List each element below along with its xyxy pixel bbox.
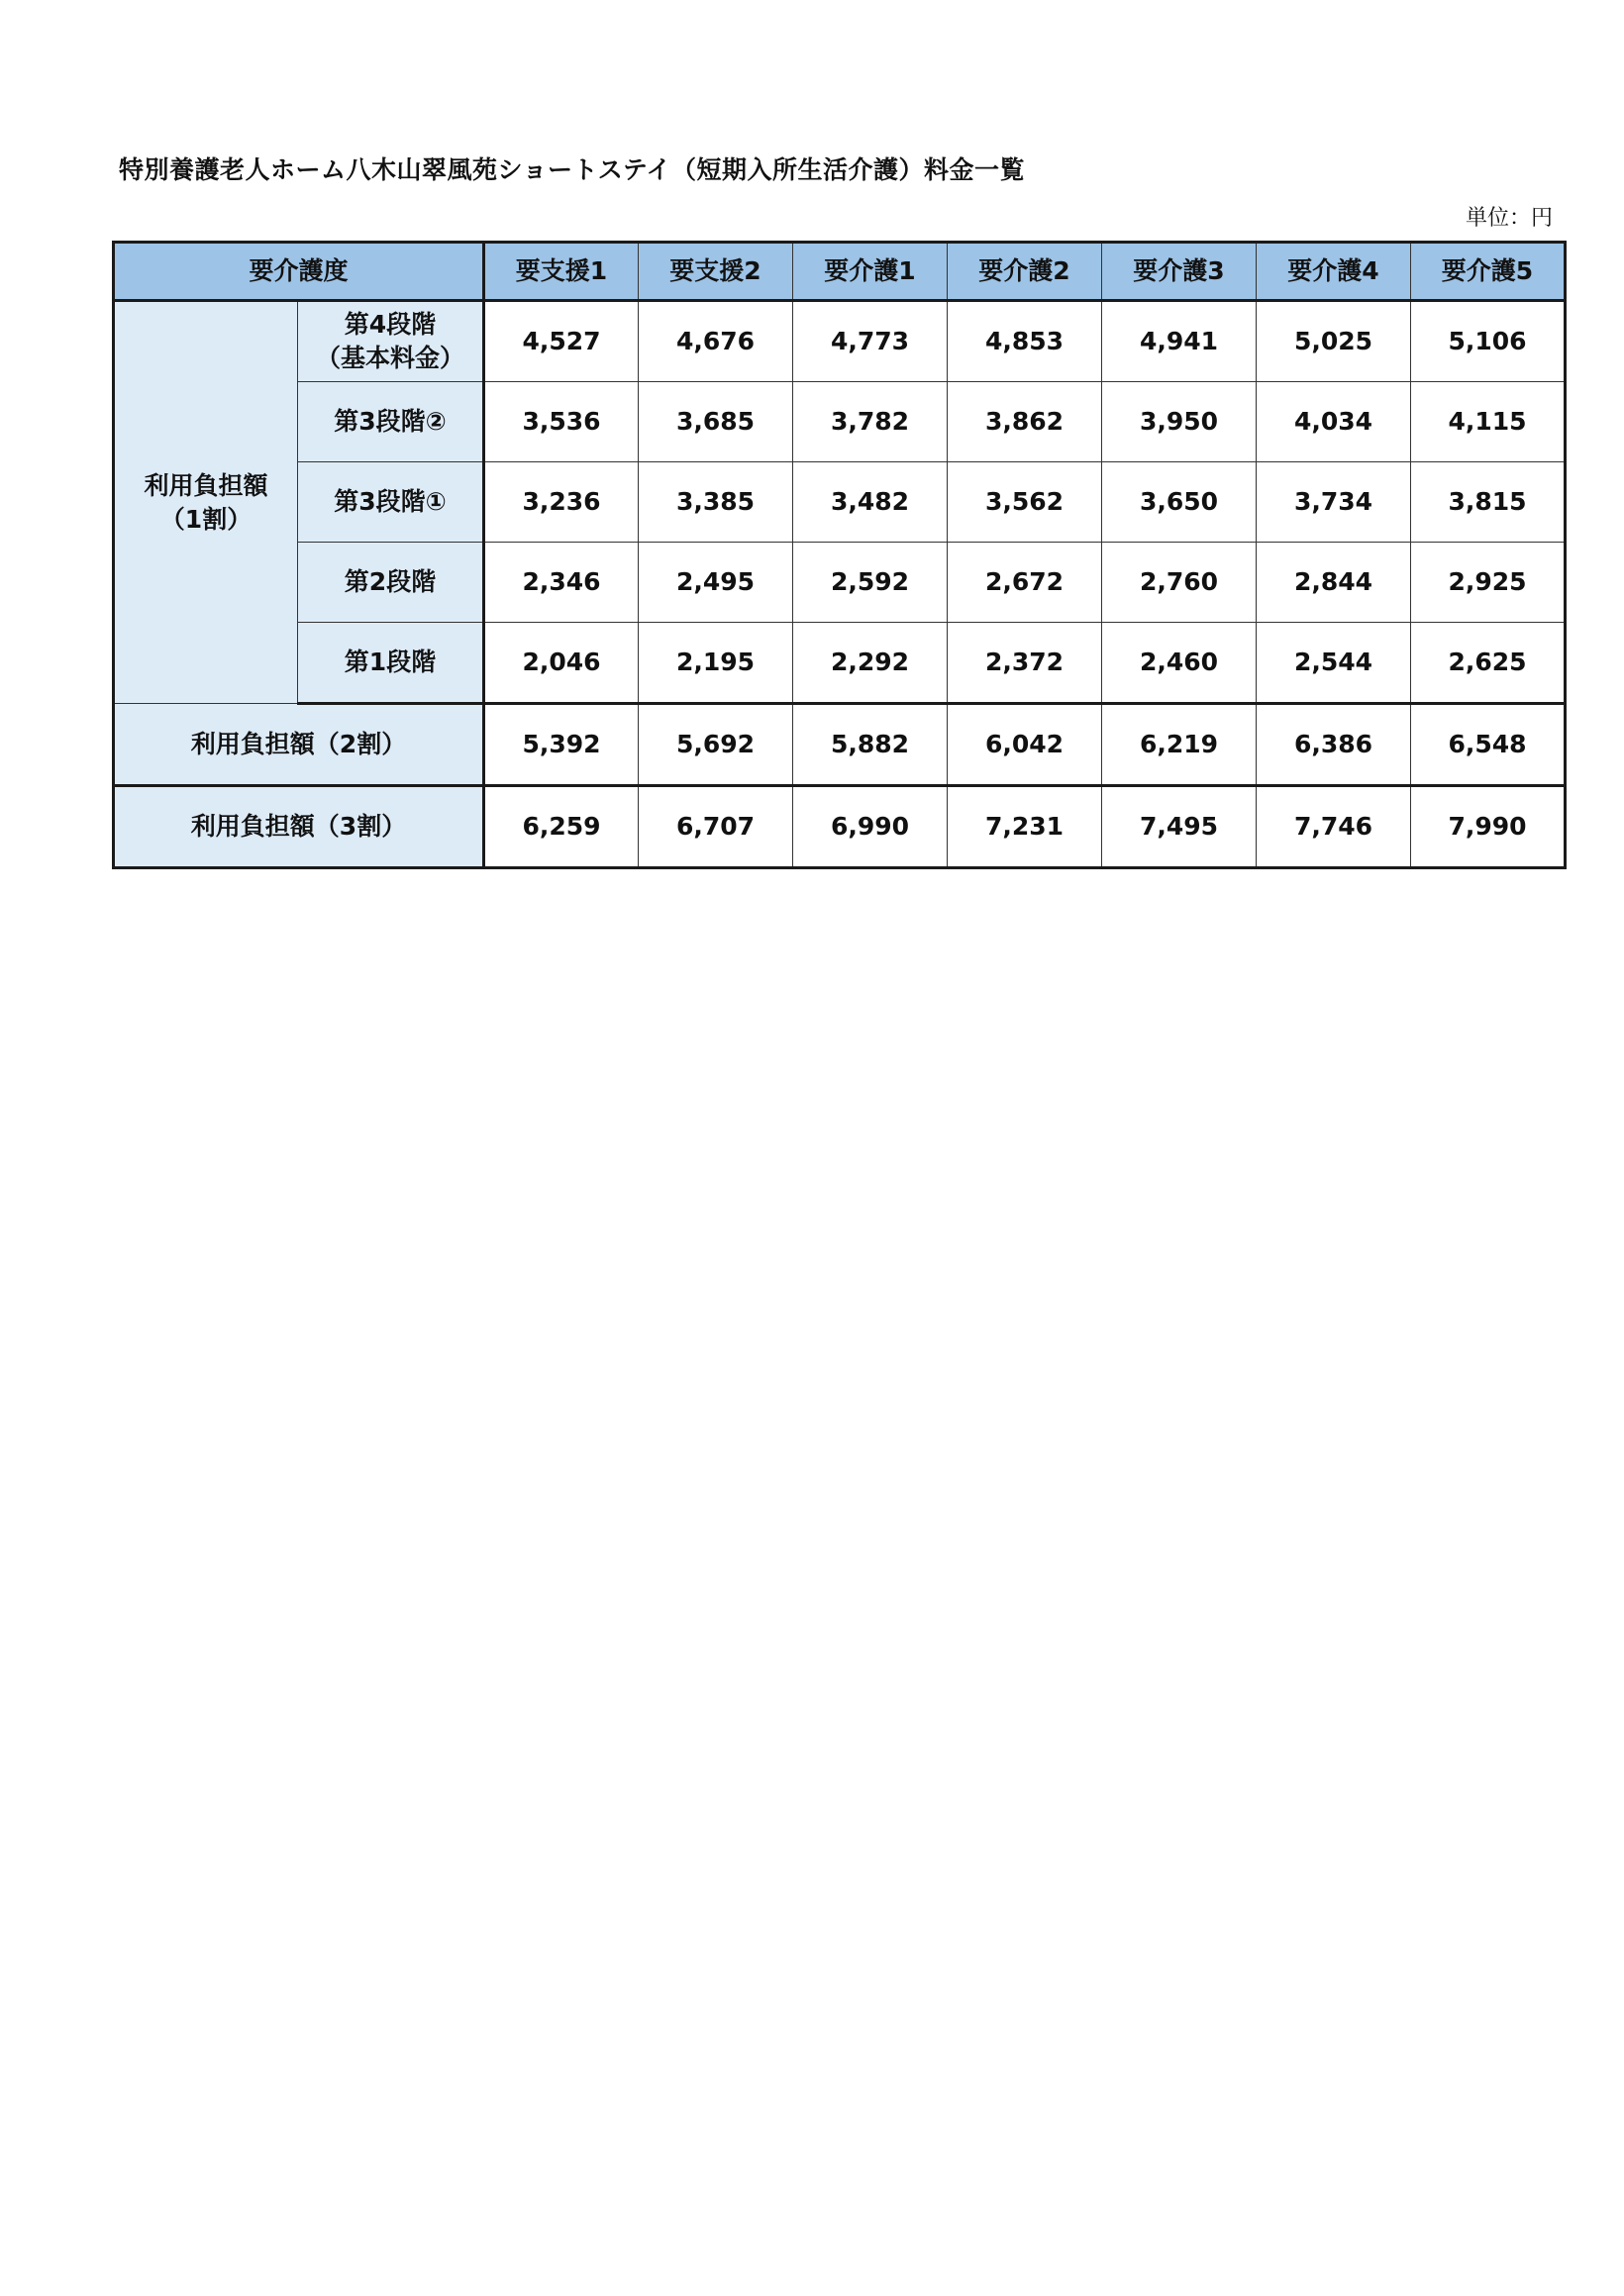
table-row-stage-1 [114, 623, 1566, 704]
value-cell: 4,676 [639, 301, 793, 382]
col-header-youkaigo-2: 要介護2 [948, 243, 1102, 301]
value-cell: 4,115 [1411, 382, 1566, 462]
value-cell: 6,219 [1102, 704, 1257, 786]
value-cell: 6,386 [1257, 704, 1411, 786]
value-cell: 6,042 [948, 704, 1102, 786]
value-cell: 2,844 [1257, 543, 1411, 623]
table-row-stage-3-1 [114, 462, 1566, 543]
value-cell: 3,650 [1102, 462, 1257, 543]
value-cell: 3,734 [1257, 462, 1411, 543]
table-row-2wari [114, 704, 1566, 786]
table-row-stage-3-2 [114, 382, 1566, 462]
value-cell: 7,746 [1257, 786, 1411, 868]
stage-label-3-2: 第3段階② [298, 382, 484, 462]
value-cell: 3,482 [793, 462, 948, 543]
value-cell: 4,034 [1257, 382, 1411, 462]
col-header-youkaigo-3: 要介護3 [1102, 243, 1257, 301]
value-cell: 7,990 [1411, 786, 1566, 868]
row-label-2wari: 利用負担額（2割） [114, 704, 484, 786]
value-cell: 3,685 [639, 382, 793, 462]
stage-label-line2: （基本料金） [315, 344, 464, 372]
value-cell: 3,950 [1102, 382, 1257, 462]
header-row [114, 243, 1566, 301]
value-cell: 3,562 [948, 462, 1102, 543]
row-label-3wari: 利用負担額（3割） [114, 786, 484, 868]
value-cell: 5,106 [1411, 301, 1566, 382]
group-label-line1: 利用負担額 [144, 470, 268, 500]
value-cell: 2,292 [793, 623, 948, 704]
value-cell: 2,592 [793, 543, 948, 623]
value-cell: 7,231 [948, 786, 1102, 868]
col-header-youshien-2: 要支援2 [639, 243, 793, 301]
value-cell: 3,782 [793, 382, 948, 462]
corner-header: 要介護度 [114, 243, 484, 301]
value-cell: 4,853 [948, 301, 1102, 382]
value-cell: 2,495 [639, 543, 793, 623]
value-cell: 2,760 [1102, 543, 1257, 623]
value-cell: 2,672 [948, 543, 1102, 623]
value-cell: 2,046 [484, 623, 639, 704]
value-cell: 2,544 [1257, 623, 1411, 704]
value-cell: 4,941 [1102, 301, 1257, 382]
col-header-youkaigo-5: 要介護5 [1411, 243, 1566, 301]
value-cell: 2,625 [1411, 623, 1566, 704]
group-label-line2: （1割） [159, 504, 253, 534]
stage-label-2: 第2段階 [298, 543, 484, 623]
value-cell: 6,259 [484, 786, 639, 868]
value-cell: 2,925 [1411, 543, 1566, 623]
unit-label: 単位：円 [1465, 206, 1553, 231]
group-label-1wari [114, 301, 298, 704]
stage-label-line1: 第4段階 [344, 310, 437, 340]
value-cell: 4,773 [793, 301, 948, 382]
value-cell: 2,460 [1102, 623, 1257, 704]
table-row-stage-4 [114, 301, 1566, 382]
table-row-stage-2 [114, 543, 1566, 623]
value-cell: 7,495 [1102, 786, 1257, 868]
value-cell: 5,025 [1257, 301, 1411, 382]
value-cell: 5,882 [793, 704, 948, 786]
value-cell: 6,707 [639, 786, 793, 868]
value-cell: 3,862 [948, 382, 1102, 462]
stage-label-4 [298, 301, 484, 382]
value-cell: 2,195 [639, 623, 793, 704]
value-cell: 3,236 [484, 462, 639, 543]
document-title: 特別養護老人ホーム八木山翠風苑ショートステイ（短期入所生活介護）料金一覧 [119, 155, 1026, 184]
stage-label-1: 第1段階 [298, 623, 484, 704]
value-cell: 5,392 [484, 704, 639, 786]
fee-table [112, 241, 1567, 869]
value-cell: 3,815 [1411, 462, 1566, 543]
col-header-youshien-1: 要支援1 [484, 243, 639, 301]
value-cell: 2,346 [484, 543, 639, 623]
value-cell: 4,527 [484, 301, 639, 382]
value-cell: 2,372 [948, 623, 1102, 704]
value-cell: 5,692 [639, 704, 793, 786]
value-cell: 6,548 [1411, 704, 1566, 786]
stage-label-3-1: 第3段階① [298, 462, 484, 543]
table-row-3wari [114, 786, 1566, 868]
col-header-youkaigo-4: 要介護4 [1257, 243, 1411, 301]
value-cell: 6,990 [793, 786, 948, 868]
col-header-youkaigo-1: 要介護1 [793, 243, 948, 301]
value-cell: 3,385 [639, 462, 793, 543]
value-cell: 3,536 [484, 382, 639, 462]
